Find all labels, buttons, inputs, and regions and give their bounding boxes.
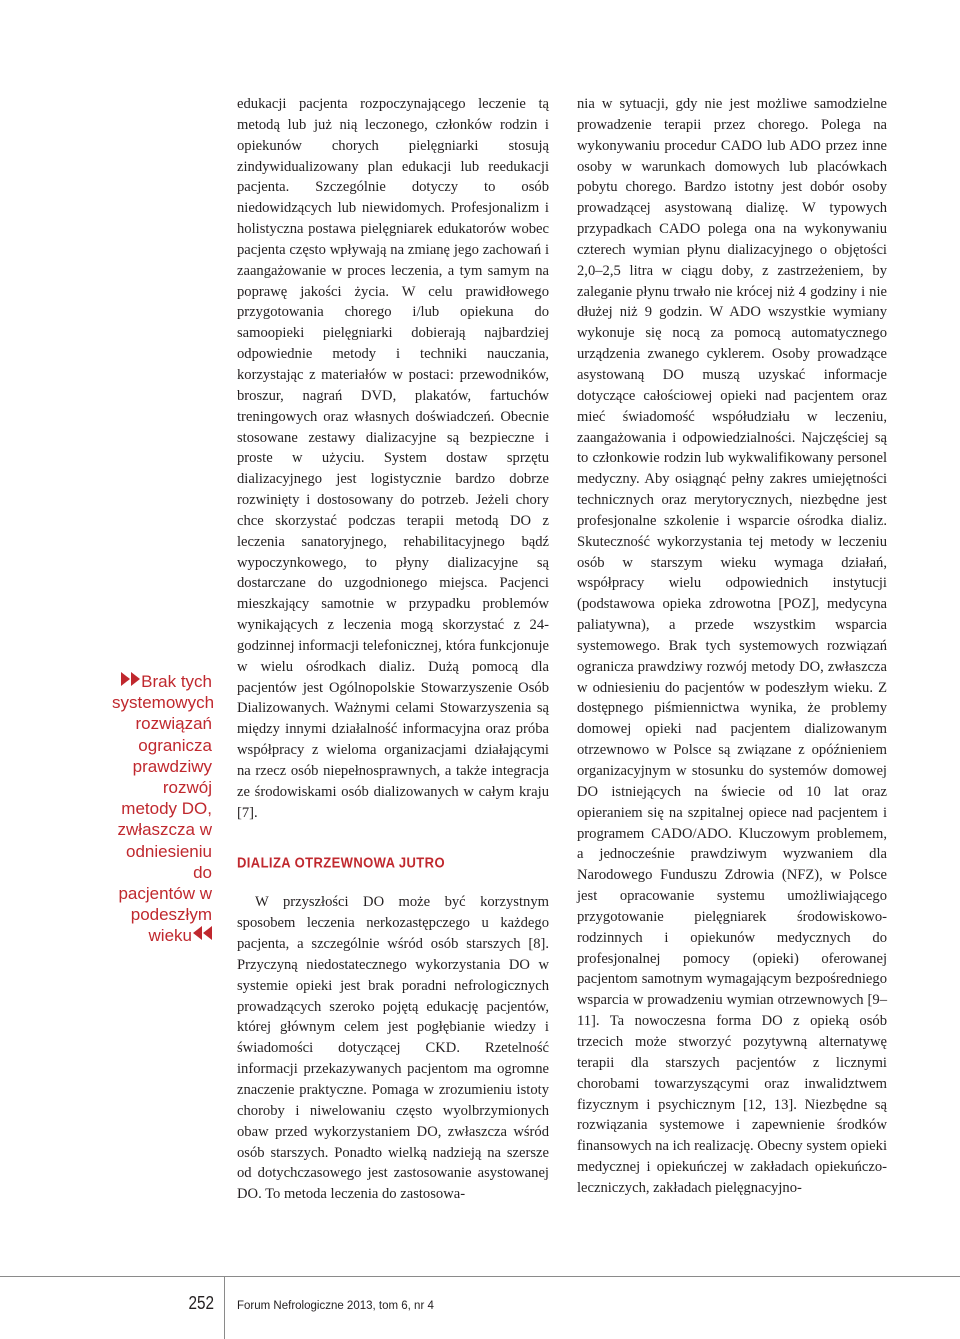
body-paragraph: edukacji pacjenta rozpoczynającego leczenie tą metodą lub już nią leczonego, członków rodzin i opiekunów chorych pielęgniarki stosują zindywidualizowany plan edukacji lub reedukacji pacjenta. Szczególnie dotyczy to osób niedowidzących lub niewidomych. Profesjonalizm i holistyczna postawa pielęgniarek edukatorów wobec pacjenta często wpływają na zmianę jego zachowań i zaangażowanie w proces leczenia, a tym samym na poprawę jakości życia. W celu prawidłowego przygotowania chorego i/lub opiekuna do samoopieki pielęgniarki dobierają najbardziej odpowiednie metody i techniki nauczania, korzystając z materiałów w postaci: przewodników, broszur, nagrań DVD, plakatów, fartuchów treningowych oraz własnych doświadczeń. Obecnie stosowane zestawy dializacyjne są bezpieczne i proste w użyciu. System dostaw sprzętu dializacyjnego jest logistycznie bardzo dobrze rozwinięty i dostosowany do potrzeb. Jeżeli chory chce skorzystać podczas terapii metodą DO z leczenia sanatoryjnego, rehabilitacyjnego bądź wypoczynkowego, to płyny dializacyjne są dostarczane do uzgodnionego miejsca. Pacjenci mieszkający samotnie w przypadku problemów wynikających z leczenia mogą skorzystać z 24-godzinnej informacji telefonicznej, która funkcjonuje w wielu ośrodkach dializ. Dużą pomocą dla pacjentów jest Ogólnopolskie Stowarzyszenie Osób Dializowanych. Ważnymi celami Stowarzyszenia są między innymi działalność informacyjna oraz próba współpracy z wieloma organizacjami działającymi na rzecz osób niepełnosprawnych, a także integracja ze środowiskami osób dializowanych w całym kraju [7]. bbox=[237, 96, 549, 821]
section-heading: DIALIZA OTRZEWNOWA JUTRO bbox=[237, 853, 445, 871]
triangle-right-icon bbox=[121, 672, 130, 686]
triangle-left-icon bbox=[193, 926, 202, 940]
right-text-column bbox=[577, 94, 887, 1199]
pull-quote bbox=[112, 671, 215, 947]
page-number: 252 bbox=[188, 1293, 214, 1313]
triangle-left-icon bbox=[203, 926, 212, 940]
triangle-right-icon bbox=[131, 672, 140, 686]
body-paragraph: nia w sytuacji, gdy nie jest możliwe samodzielne prowadzenie terapii przez chorego. Polega na wykonywaniu procedur CADO lub ADO przez inne osoby w warunkach domowych lub placówkach pobytu chorego. Bardzo istotny jest dobór osoby prowadzącej asystowaną dializę. W typowych przypadkach CADO polega ona na wykonywaniu czterech wymian płynu dializacyjnego o objętości 2,0–2,5 litra w ciągu doby, z zastrzeżeniem, by zaleganie płynu trwało nie krócej niż 4 godziny i nie dłużej niż 9 godzin. W ADO wszystkie wymiany wykonuje się nocą za pomocą automatycznego urządzenia zwanego cyklerem. Osoby prowadzące asystowaną DO muszą uzyskać informacje dotyczące całościowej opieki nad pacjentem oraz mieć świadomość współudziału w leczeniu, zaangażowania i odpowiedzialności. Najczęściej są to członkowie rodzin lub wykwalifikowany personel medyczny. Aby osiągnąć pełny zakres umiejętności technicznych oraz merytorycznych, niezbędne jest profesjonalne szkolenie i wsparcie ośrodka dializ. Skuteczność wykorzystania tej metody w leczeniu osób w starszym wieku wymaga działań, współpracy wielu odpowiednich instytucji (podstawowa opieka zdrowotna [POZ], medycyna paliatywna), a przede wszystkim wsparcia systemowego. Brak tych systemowych rozwiązań ogranicza prawdziwy rozwój metody DO, zwłaszcza w odniesieniu do pacjentów w podeszłym wieku. Z dostępnego piśmiennictwa wynika, że problemy domowej opieki nad pacjentem dializowanym otrzewnowo w Polsce są związane z opóźnieniem organizacyjnym w stosunku do systemów domowej DO istniejących na świecie od 10 lat oraz opieraniem się na szpitalnej opiece nad pacjentem i programem CADO/ADO. Kluczowym problemem, a jednocześnie prawdziwym wyzwaniem dla Narodowego Funduszu Zdrowia (NFZ), w Polsce jest opracowanie systemu umożliwiającego przygotowanie pielęgniarek środowiskowo-rodzinnych i opiekunów medycznych do profesjonalnej pomocy (opieki) oferowanej pacjentom samotnym wymagającym bezpośredniego wsparcia w prowadzeniu wymian otrzewnowych [9–11]. Ta nowoczesna forma DO z opieką osób trzecich może stworzyć pozytywną alternatywę terapii dla starszych pacjentów z licznymi chorobami towarzyszącymi oraz inwalidztwem fizycznym i psychicznym [12, 13]. Niezbędne są rozwiązania systemowe i zapewnienie środków finansowych na ich realizację. Obecny system opieki medycznej i opiekuńczej w zakładach opiekuńczo-leczniczych, zakładach pielęgnacyjno- bbox=[577, 96, 888, 1196]
footer-rule bbox=[0, 1276, 960, 1277]
body-paragraph: W przyszłości DO może być korzystnym sposobem leczenia nerkozastępczego u każdego pacjenta, a szczególnie wśród osób starszych [8]. Przyczyną niedostatecznego wykorzystania DO w systemie opieki jest brak poradni nefrologicznych prowadzących szeroko pojętą edukację pacjentów, której głównym celem jest pogłębianie wiedzy i świadomości dotyczącej CKD. Rzetelność informacji przekazywanych pacjentom ma ogromne znaczenie praktyczne. Pomaga w zrozumieniu istoty choroby i niwelowaniu często wyolbrzymionych obaw przed wykorzystaniem DO, zwłaszcza wśród osób starszych. Ponadto wielką nadzieją na szersze od dotychczasowego jest zastosowanie asystowanej DO. To metoda leczenia do zastosowa- bbox=[237, 894, 549, 1203]
journal-reference: Forum Nefrologiczne 2013, tom 6, nr 4 bbox=[237, 1300, 434, 1312]
pull-quote-text: Brak tych systemowych rozwiązań ogranicza prawdziwy rozwój metody DO, zwłaszcza w odniesieniu do pacjentów w podeszłym wieku bbox=[112, 672, 215, 946]
footer-divider bbox=[224, 1276, 225, 1339]
left-text-column bbox=[237, 94, 549, 1205]
